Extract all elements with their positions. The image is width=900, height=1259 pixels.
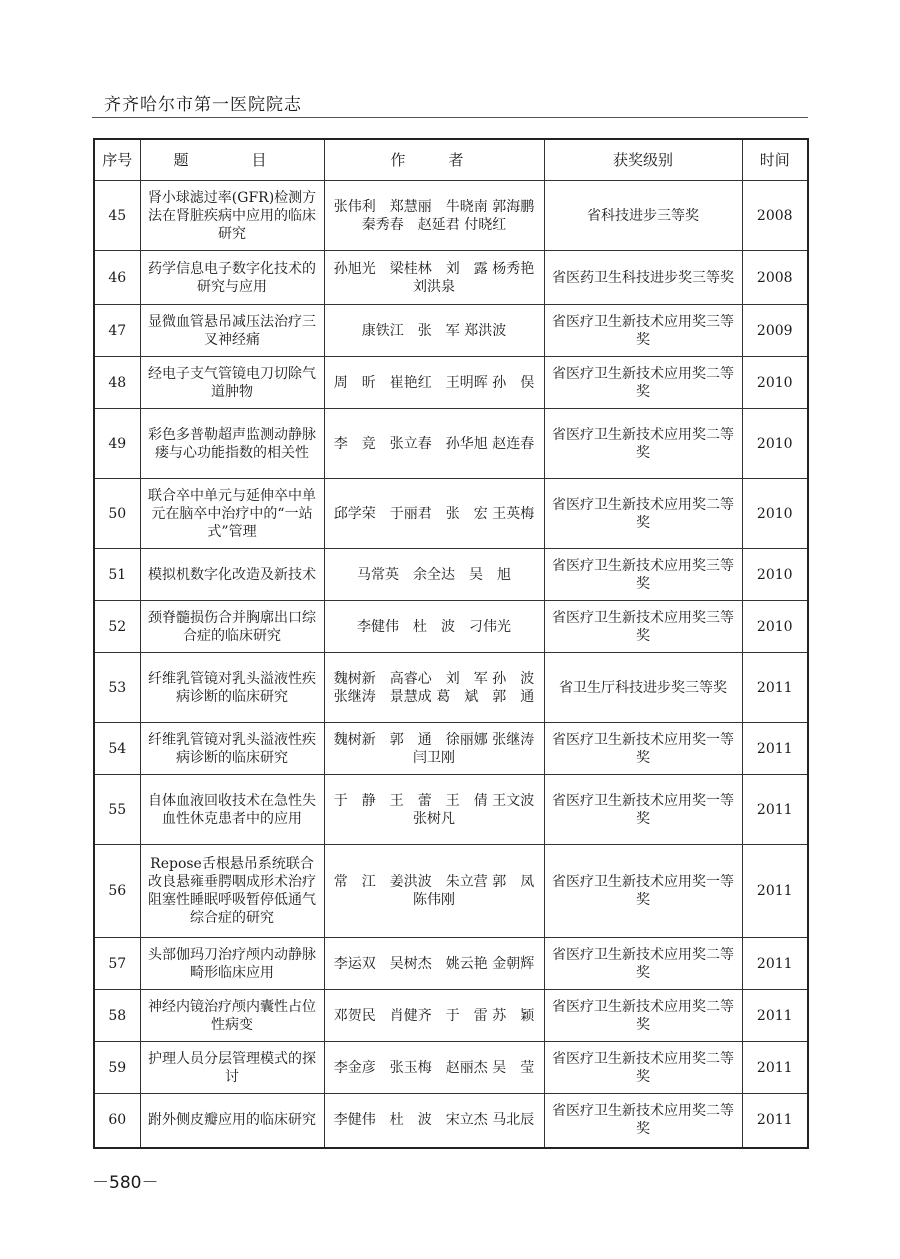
row-year-cell: 2008: [742, 181, 808, 251]
row-authors-cell: 李健伟 杜 波 宋立杰 马北辰: [324, 1094, 544, 1148]
row-year-cell: 2011: [742, 1094, 808, 1148]
table-row: [94, 549, 808, 601]
header-divider: [92, 117, 808, 118]
column-header-authors: 作 者: [324, 139, 544, 181]
row-year-cell: 2011: [742, 845, 808, 938]
row-number-cell: 49: [94, 409, 140, 479]
row-year-cell: 2011: [742, 990, 808, 1042]
row-year-cell: 2010: [742, 549, 808, 601]
table-header-row: [94, 139, 808, 181]
row-title-cell: 自体血液回收技术在急性失血性休克患者中的应用: [140, 775, 324, 845]
row-title-cell: 经电子支气管镜电刀切除气道肿物: [140, 357, 324, 409]
row-authors-cell: 周 昕 崔艳红 王明晖 孙 俣: [324, 357, 544, 409]
row-authors-cell: 李金彦 张玉梅 赵丽杰 吴 莹: [324, 1042, 544, 1094]
row-year-cell: 2010: [742, 479, 808, 549]
table-row: [94, 653, 808, 723]
row-title-cell: 跗外侧皮瓣应用的临床研究: [140, 1094, 324, 1148]
row-authors-cell: 马常英 余全达 吴 旭: [324, 549, 544, 601]
table-row: [94, 775, 808, 845]
row-authors-cell: 常 江 姜洪波 朱立营 郭 凤 陈伟刚: [324, 845, 544, 938]
row-number-cell: 55: [94, 775, 140, 845]
row-number-cell: 57: [94, 938, 140, 990]
row-authors-cell: 邓贺民 肖健齐 于 雷 苏 颖: [324, 990, 544, 1042]
row-award-cell: 省医疗卫生新技术应用奖二等奖: [544, 357, 742, 409]
table-row: [94, 181, 808, 251]
row-year-cell: 2009: [742, 305, 808, 357]
table-row: [94, 1094, 808, 1148]
row-authors-cell: 魏树新 高睿心 刘 军 孙 波 张继涛 景慧成 葛 斌 郭 通: [324, 653, 544, 723]
row-title-cell: 纤维乳管镜对乳头溢液性疾病诊断的临床研究: [140, 653, 324, 723]
row-award-cell: 省医疗卫生新技术应用奖二等奖: [544, 1042, 742, 1094]
row-title-cell: 颈脊髓损伤合并胸廓出口综合症的临床研究: [140, 601, 324, 653]
row-number-cell: 60: [94, 1094, 140, 1148]
row-award-cell: 省医疗卫生新技术应用奖二等奖: [544, 938, 742, 990]
row-title-cell: 肾小球滤过率(GFR)检测方法在肾脏疾病中应用的临床研究: [140, 181, 324, 251]
row-award-cell: 省医疗卫生新技术应用奖二等奖: [544, 1094, 742, 1148]
row-number-cell: 54: [94, 723, 140, 775]
table-row: [94, 938, 808, 990]
table-row: [94, 251, 808, 305]
row-number-cell: 50: [94, 479, 140, 549]
row-title-cell: 模拟机数字化改造及新技术: [140, 549, 324, 601]
column-header-title: 题 目: [140, 139, 324, 181]
table-row: [94, 845, 808, 938]
row-number-cell: 46: [94, 251, 140, 305]
row-award-cell: 省医药卫生科技进步奖三等奖: [544, 251, 742, 305]
page-number: －580－: [92, 1173, 159, 1193]
row-number-cell: 51: [94, 549, 140, 601]
row-award-cell: 省医疗卫生新技术应用奖二等奖: [544, 409, 742, 479]
row-number-cell: 59: [94, 1042, 140, 1094]
row-award-cell: 省医疗卫生新技术应用奖三等奖: [544, 601, 742, 653]
row-title-cell: 纤维乳管镜对乳头溢液性疾病诊断的临床研究: [140, 723, 324, 775]
row-title-cell: 护理人员分层管理模式的探讨: [140, 1042, 324, 1094]
row-authors-cell: 魏树新 郭 通 徐丽娜 张继涛 闫卫刚: [324, 723, 544, 775]
row-year-cell: 2011: [742, 1042, 808, 1094]
table-row: [94, 990, 808, 1042]
table-row: [94, 1042, 808, 1094]
row-title-cell: 联合卒中单元与延伸卒中单元在脑卒中治疗中的“一站式”管理: [140, 479, 324, 549]
row-award-cell: 省科技进步三等奖: [544, 181, 742, 251]
row-year-cell: 2011: [742, 723, 808, 775]
row-title-cell: 彩色多普勒超声监测动静脉瘘与心功能指数的相关性: [140, 409, 324, 479]
row-authors-cell: 邱学荣 于丽君 张 宏 王英梅: [324, 479, 544, 549]
row-title-cell: Repose舌根悬吊系统联合改良悬雍垂腭咽成形术治疗阻塞性睡眠呼吸暂停低通气综合症的研究: [140, 845, 324, 938]
table-row: [94, 409, 808, 479]
row-title-cell: 神经内镜治疗颅内囊性占位性病变: [140, 990, 324, 1042]
row-number-cell: 52: [94, 601, 140, 653]
row-number-cell: 53: [94, 653, 140, 723]
row-award-cell: 省医疗卫生新技术应用奖二等奖: [544, 479, 742, 549]
running-header-title: 齐齐哈尔市第一医院院志: [104, 95, 302, 115]
column-header-year: 时间: [742, 139, 808, 181]
row-award-cell: 省卫生厅科技进步奖三等奖: [544, 653, 742, 723]
row-title-cell: 显微血管悬吊减压法治疗三叉神经痛: [140, 305, 324, 357]
table-row: [94, 601, 808, 653]
row-year-cell: 2011: [742, 653, 808, 723]
row-year-cell: 2011: [742, 938, 808, 990]
row-authors-cell: 张伟利 郑慧丽 牛晓南 郭海鹏 秦秀春 赵延君 付晓红: [324, 181, 544, 251]
table-row: [94, 479, 808, 549]
row-award-cell: 省医疗卫生新技术应用奖一等奖: [544, 723, 742, 775]
row-year-cell: 2011: [742, 775, 808, 845]
row-year-cell: 2008: [742, 251, 808, 305]
row-title-cell: 药学信息电子数字化技术的研究与应用: [140, 251, 324, 305]
row-authors-cell: 李 竞 张立春 孙华旭 赵连春: [324, 409, 544, 479]
row-number-cell: 48: [94, 357, 140, 409]
table-row: [94, 723, 808, 775]
row-award-cell: 省医疗卫生新技术应用奖二等奖: [544, 990, 742, 1042]
row-year-cell: 2010: [742, 601, 808, 653]
row-award-cell: 省医疗卫生新技术应用奖三等奖: [544, 549, 742, 601]
table-row: [94, 357, 808, 409]
row-number-cell: 56: [94, 845, 140, 938]
column-header-number: 序号: [94, 139, 140, 181]
table-row: [94, 305, 808, 357]
row-authors-cell: 于 静 王 蕾 王 倩 王文波 张树凡: [324, 775, 544, 845]
row-authors-cell: 孙旭光 梁桂林 刘 露 杨秀艳 刘洪泉: [324, 251, 544, 305]
row-award-cell: 省医疗卫生新技术应用奖一等奖: [544, 775, 742, 845]
row-authors-cell: 李健伟 杜 波 刁伟光: [324, 601, 544, 653]
row-award-cell: 省医疗卫生新技术应用奖三等奖: [544, 305, 742, 357]
row-number-cell: 58: [94, 990, 140, 1042]
row-authors-cell: 李运双 吴树杰 姚云艳 金朝辉: [324, 938, 544, 990]
row-title-cell: 头部伽玛刀治疗颅内动静脉畸形临床应用: [140, 938, 324, 990]
row-award-cell: 省医疗卫生新技术应用奖一等奖: [544, 845, 742, 938]
row-number-cell: 47: [94, 305, 140, 357]
row-year-cell: 2010: [742, 409, 808, 479]
awards-table: [93, 138, 809, 1149]
row-year-cell: 2010: [742, 357, 808, 409]
row-authors-cell: 康铁江 张 军 郑洪波: [324, 305, 544, 357]
row-number-cell: 45: [94, 181, 140, 251]
column-header-award: 获奖级别: [544, 139, 742, 181]
